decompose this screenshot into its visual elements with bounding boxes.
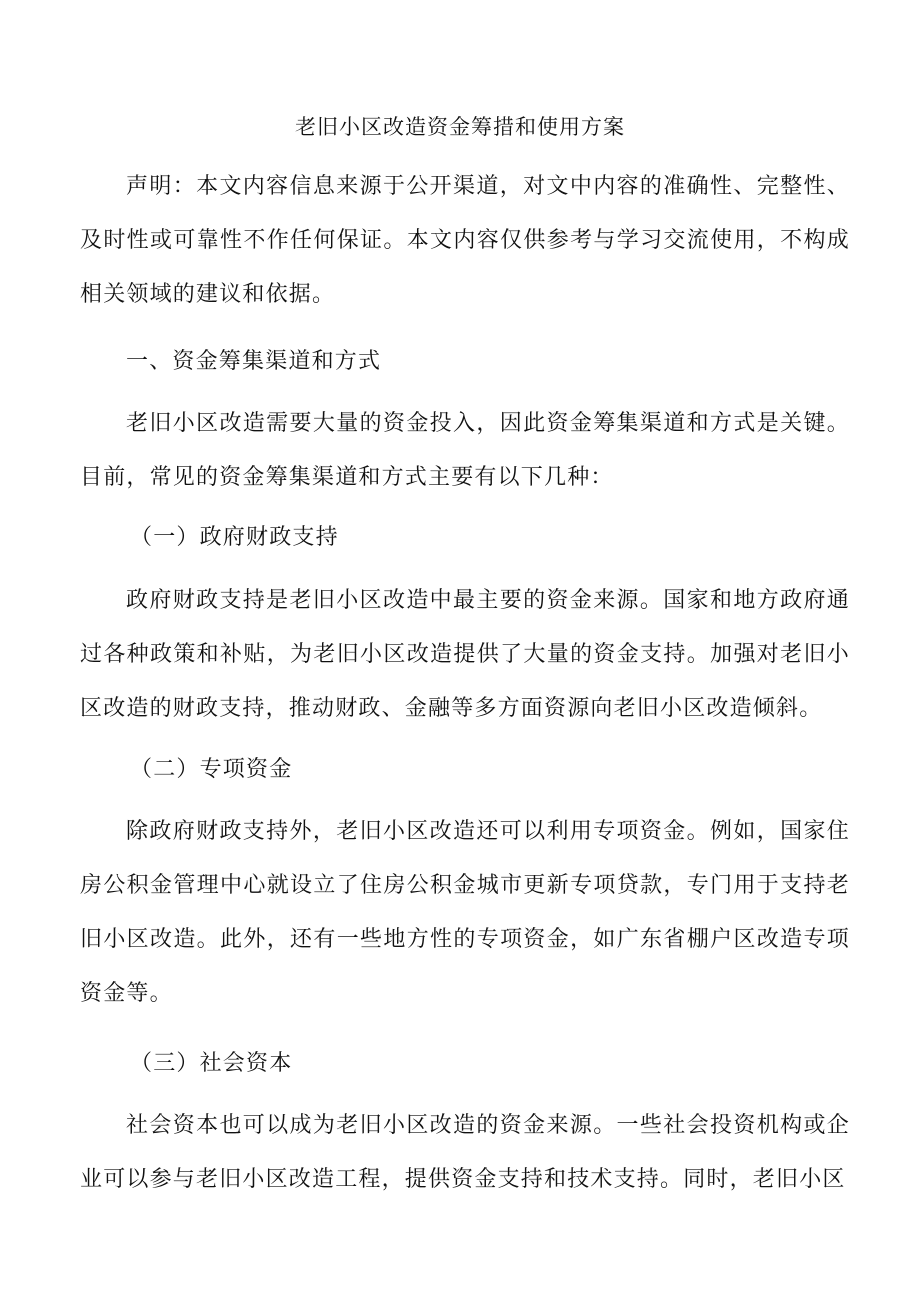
subsection-heading-special-funds: （二）专项资金 (130, 757, 293, 782)
government-finance-paragraph: 政府财政支持是老旧小区改造中最主要的资金来源。国家和地方政府通过各种政策和补贴，为老旧小区改造提供了大量的资金支持。加强对老旧小区改造的财政支持，推动财政、金融等多方面资源向老旧小区改造倾斜。 (80, 588, 850, 721)
disclaimer-paragraph: 声明：本文内容信息来源于公开渠道，对文中内容的准确性、完整性、及时性或可靠性不作任何保证。本文内容仅供参考与学习交流使用，不构成相关领域的建议和依据。 (80, 174, 850, 307)
section-heading-funding-channels: 一、资金筹集渠道和方式 (126, 349, 382, 374)
document-title: 老旧小区改造资金筹措和使用方案 (295, 115, 625, 139)
section-intro-paragraph: 老旧小区改造需要大量的资金投入，因此资金筹集渠道和方式是关键。目前，常见的资金筹集渠道和方式主要有以下几种： (80, 411, 850, 490)
social-capital-paragraph: 社会资本也可以成为老旧小区改造的资金来源。一些社会投资机构或企业可以参与老旧小区改造工程，提供资金支持和技术支持。同时，老旧小区 (80, 1113, 850, 1192)
subsection-heading-social-capital: （三）社会资本 (130, 1051, 293, 1076)
subsection-heading-government-finance: （一）政府财政支持 (130, 525, 339, 550)
special-funds-paragraph: 除政府财政支持外，老旧小区改造还可以利用专项资金。例如，国家住房公积金管理中心就设立了住房公积金城市更新专项贷款，专门用于支持老旧小区改造。此外，还有一些地方性的专项资金，如广东省棚户区改造专项资金等。 (80, 819, 850, 1006)
